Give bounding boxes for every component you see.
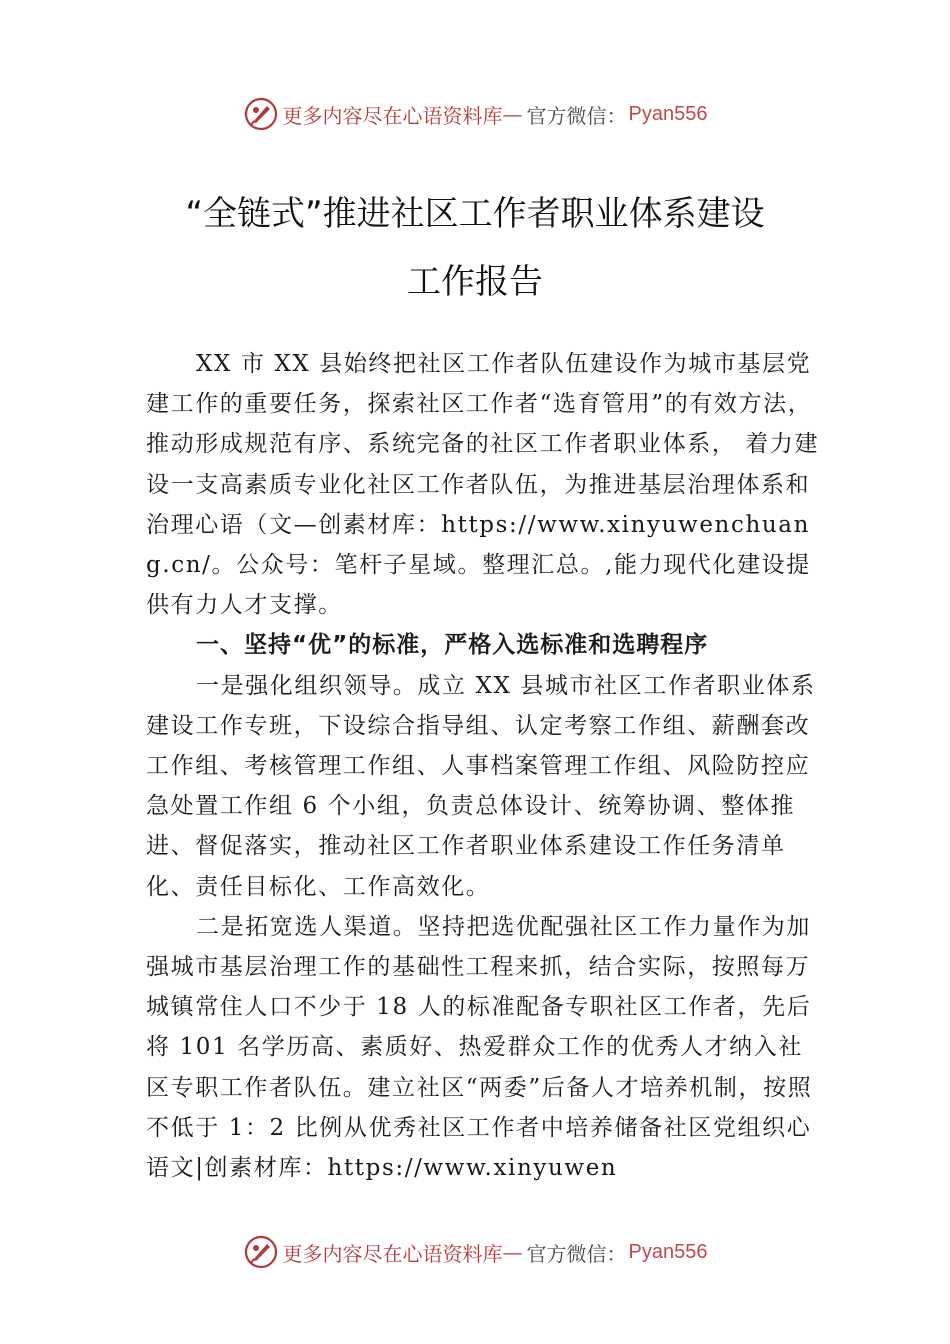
document-title-line2: 工作报告 — [407, 262, 543, 302]
quill-seal-logo-icon — [243, 1234, 279, 1270]
section-heading-1: 一、坚持“优”的标准，严格入选标准和选聘程序 — [196, 632, 709, 659]
wechat-label: 官方微信： — [526, 103, 627, 128]
quill-seal-logo-icon — [243, 96, 279, 132]
paragraph-recruitment: 二是拓宽选人渠道。坚持把选优配强社区工作力量作为加强城市基层治理工作的基础性工程来抓，结合实际，按照每万城镇常住人口不少于 18 人的标准配备专职社区工作者，先后将 101 名学历高、素质好、热爱群众工作的优秀人才纳入社区专职工作者队伍。建立社区“两委”后备人才培养机制，按照不低于 1：2 比例从优秀社区工作者中培养储备社区党组织心语文|创素材库：https://www.xinyuwen — [146, 913, 813, 1182]
promo-text: 更多内容尽在心语资料库 — [282, 103, 503, 128]
promo-dash: — — [502, 1240, 523, 1264]
wechat-label: 官方微信： — [526, 1241, 627, 1266]
footer-watermark-banner — [0, 1232, 950, 1272]
paragraph-intro: XX 市 XX 县始终把社区工作者队伍建设作为城市基层党建工作的重要任务，探索社区工作者“选育管用”的有效方法，推动形成规范有序、系统完备的社区工作者职业体系， 着力建设一支高素质专业化社区工作者队伍，为推进基层治理体系和治理心语（文—创素材库：https://www.xinyuwenchuang.cn/。公众号：笔杆子星域。整理汇总。,能力现代化建设提供有力人才支撑。 — [146, 351, 820, 619]
promo-text: 更多内容尽在心语资料库 — [282, 1241, 503, 1266]
wechat-id: Pyan556 — [628, 1240, 708, 1263]
wechat-id: Pyan556 — [628, 102, 708, 125]
paragraph-organization: 一是强化组织领导。成立 XX 县城市社区工作者职业体系建设工作专班，下设综合指导组、认定考察工作组、薪酬套改工作组、考核管理工作组、人事档案管理工作组、风险防控应急处置工作组 6 个小组，负责总体设计、统筹协调、整体推进、督促落实，推动社区工作者职业体系建设工作任务清单化、责任目标化、工作高效化。 — [146, 672, 816, 900]
document-body — [146, 344, 821, 1188]
header-watermark-banner — [0, 94, 950, 134]
document-title-line1: “全链式”推进社区工作者职业体系建设 — [185, 194, 765, 234]
promo-dash: — — [502, 102, 523, 126]
